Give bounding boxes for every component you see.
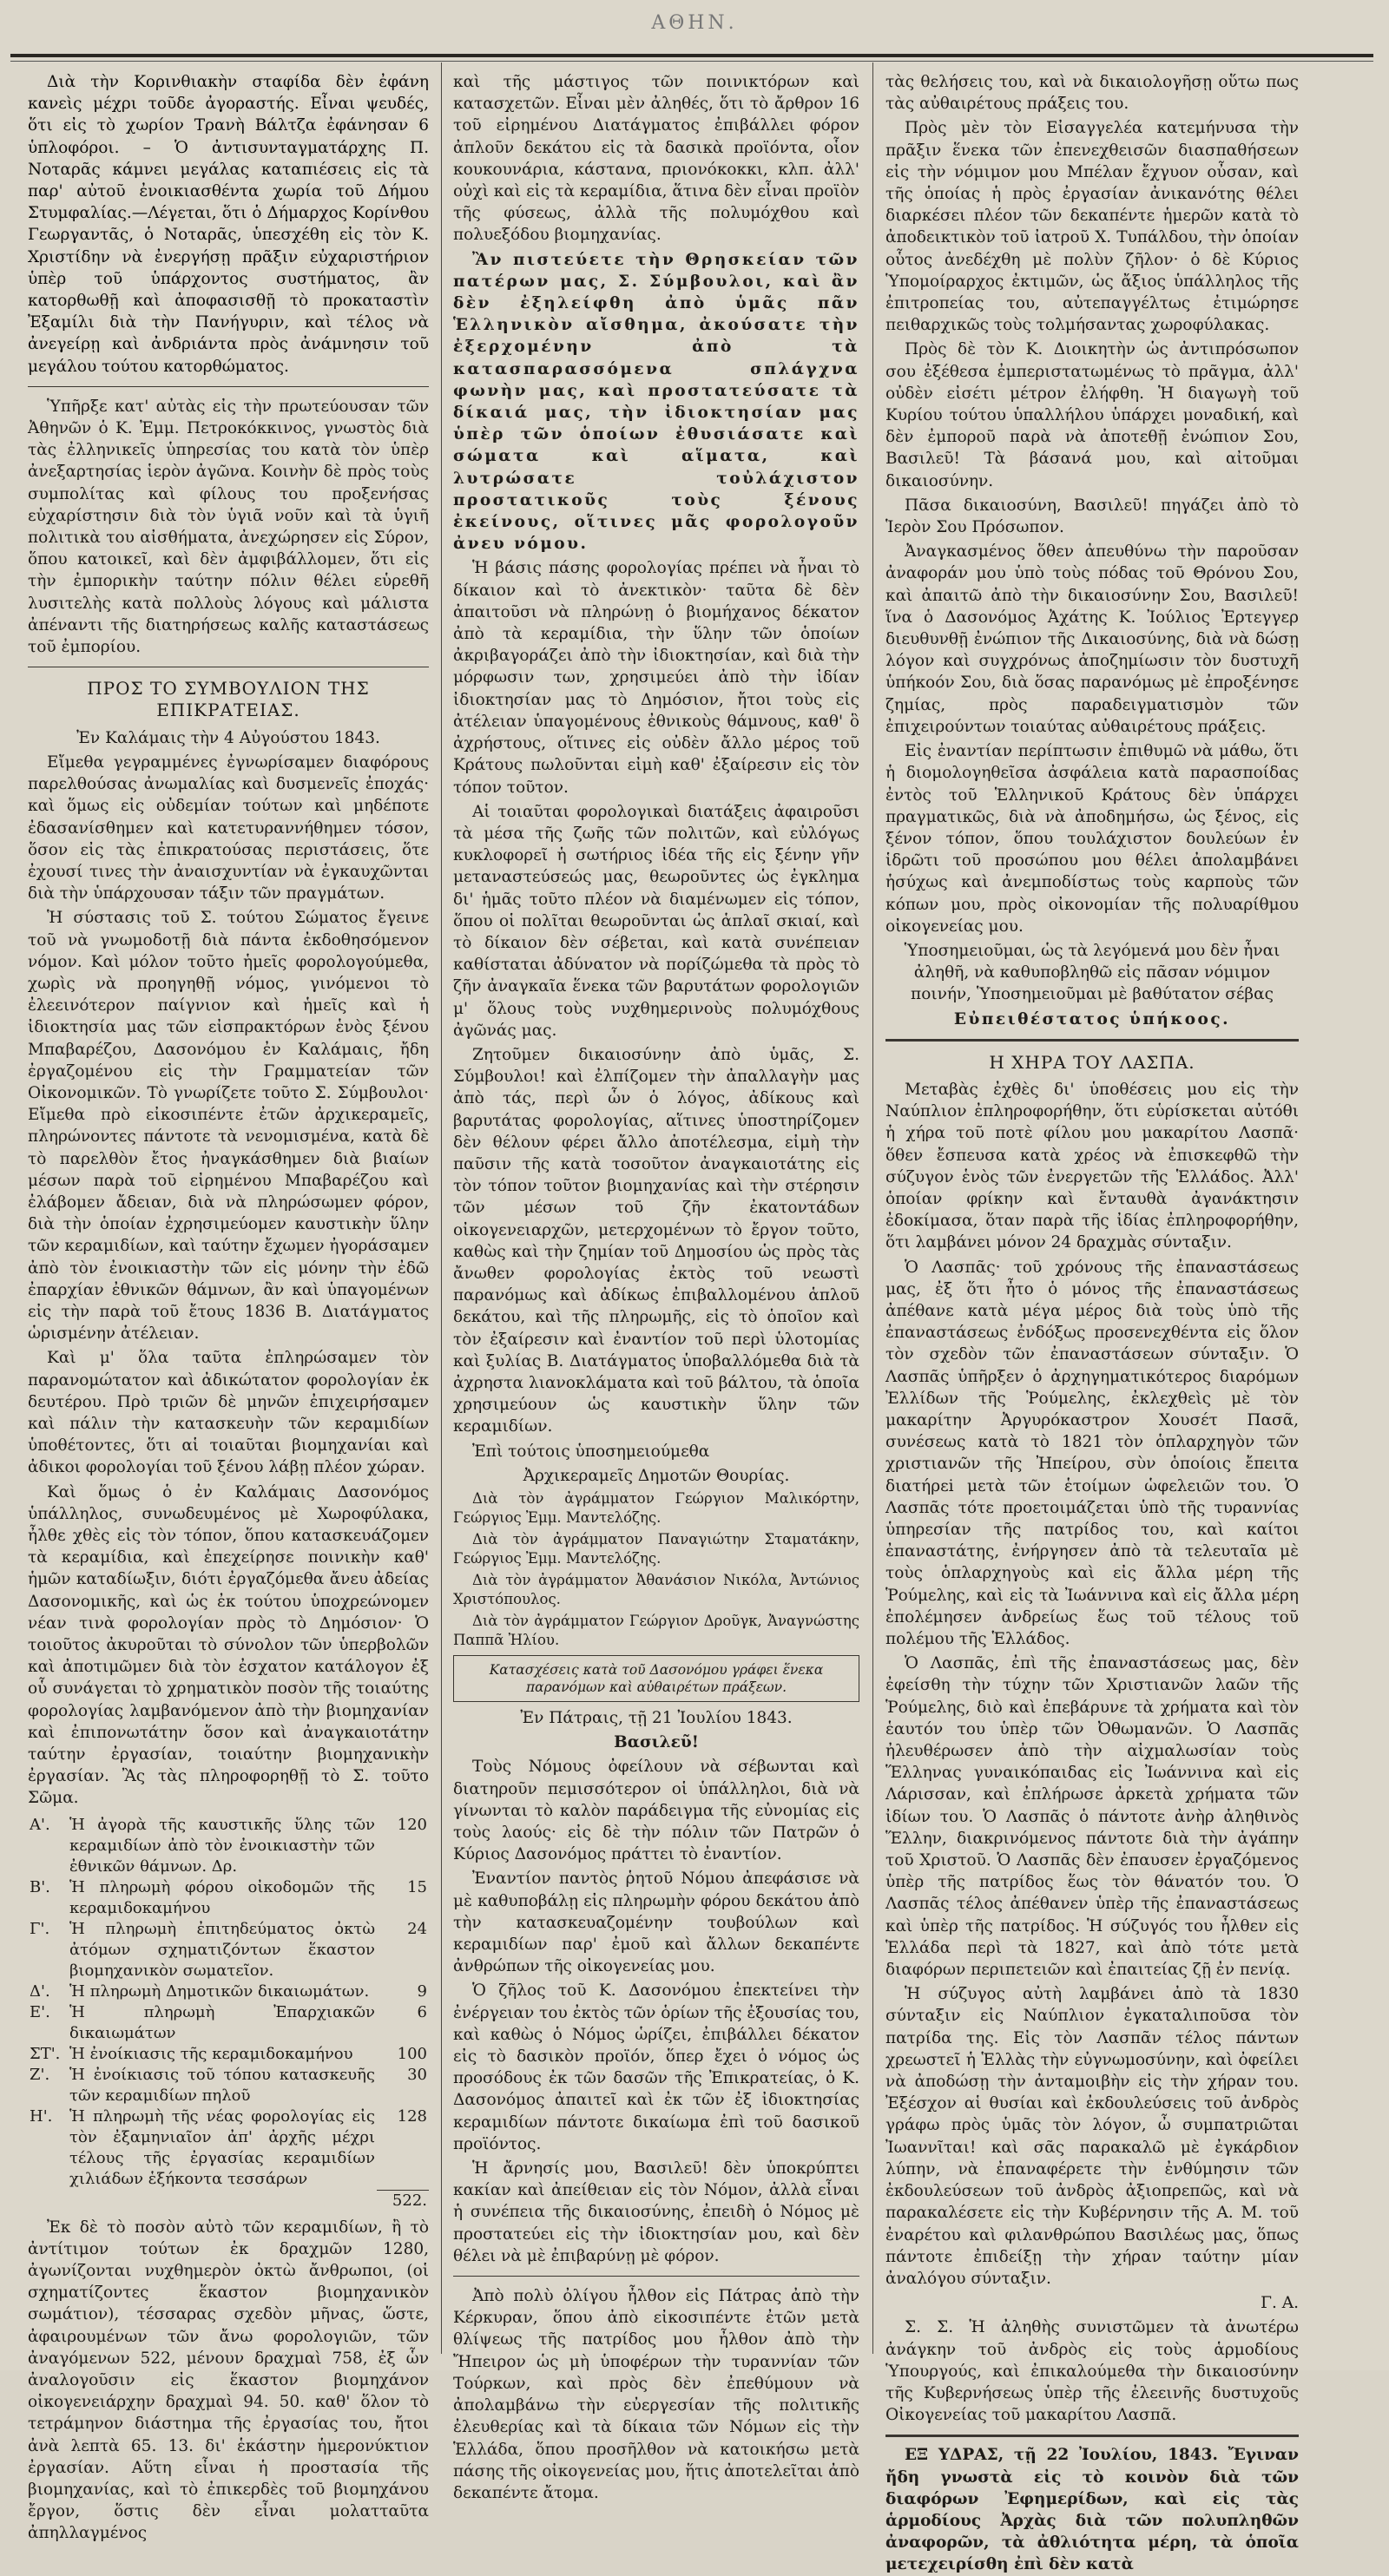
col3-paragraph-3: Ἀναγκασμένος ὅθεν ἀπευθύνω τὴν παροῦσαν ἀναφοράν μου ὑπὸ τοὺς πόδας τοῦ Θρόνου Σου, καὶ ἀπαιτῶ ἀπὸ τὴν δικαιοσύνην Σου, Βασιλεῦ! ἵνα ὁ Δασονόμος Ἀχάτης Κ. Ἰούλιος Ἐρτεγγερ διευθυνθῇ ἐνώπιον τῆς Δικαιοσύνης, διὰ νὰ δώσῃ λόγον καὶ συγχρόνως ἀποζημίωσιν τὸν δυστυχῆ ὑπήκοόν Σου, διὰ ὅσας παρανόμως μὲ ἐπροξένησε ζημίας, πρὸς παραδειγματισμὸν τῶν ἐπιχειρούντων τοιαύτας αὐθαιρέτους πράξεις.: [885, 542, 1299, 736]
row-value: 15: [407, 1877, 427, 1896]
row-value: 100: [397, 2044, 427, 2063]
row-label: Ἡ πληρωμὴ τῆς νέας φορολογίας εἰς τὸν ἐξαμηνιαῖον ἀπ' ἀρχῆς μέχρι τέλους τῆς ἐργασίας κεραμιδίων χιλιάδων ἑξήκοντα τεσσάρων: [69, 2106, 375, 2188]
top-rule-thin: [10, 61, 1373, 62]
col3-closing-signoff-2: Εὐπειθέστατος ὑπήκοος.: [953, 1009, 1231, 1028]
column-1: [28, 71, 429, 2543]
patras-paragraph-2: Ἐναντίον παντὸς ῥητοῦ Νόμου ἀπεφάσισε νὰ μὲ καθυποβάλῃ εἰς πληρωμὴν φόρου δεκάτου ἀπὸ τὴν κατασκευαζομένην τουβούλων καὶ κεραμιδίων παρ' ἐμοῦ καὶ ἄλλων δεκαπέντε ἀνθρώπων τῆς οἰκογενείας μου.: [453, 1870, 859, 1976]
row-label: Ἡ πληρωμὴ Ἐπαρχιακῶν δικαιωμάτων: [69, 2002, 375, 2042]
signature-line-1: Διὰ τὸν ἀγράμματον Γεώργιον Μαλικόρτην, Γεώργιος Ἐμμ. Μαντελόζης.: [453, 1490, 859, 1526]
row-value: 24: [407, 1919, 427, 1938]
revenue-table: [28, 1815, 429, 2211]
row-value: 120: [397, 1815, 427, 1834]
row-key: Ζ'.: [30, 2065, 50, 2084]
row-key: Β'.: [30, 1877, 50, 1896]
patras-paragraph-4: Ἡ ἄρνησίς μου, Βασιλεῦ! δὲν ὑποκρύπτει κακίαν καὶ ἀπείθειαν εἰς τὸν Νόμον, ἀλλὰ εἶναι ἡ συνέπεια τῆς δικαιοσύνης, ἐπειδὴ ὁ Νόμος μὲ προστατεύει εἰς τὴν ἰδιοκτησίαν μου, καὶ δὲν θέλει νὰ μὲ ἐπιβαρύνῃ μὲ φόρον.: [453, 2159, 859, 2265]
col2-paragraph-4: Ζητοῦμεν δικαιοσύνην ἀπὸ ὑμᾶς, Σ. Σύμβουλοι! καὶ ἐλπίζομεν τὴν ἀπαλλαγὴν μας ἀπὸ τάς, περὶ ὧν ὁ λόγος, ἀδίκους καὶ βαρυτάτας φορολογίας, αἵτινες ὑποστηρίζομεν δὲν θέλουν φέρει ἄλλο ἀποτέλεσμα, εἰμὴ τὴν παῦσιν τῆς κατὰ τοσοῦτον ἀναγκαιοτάτης εἰς τὸν τόπον τοῦτον βιομηχανίας καὶ τὴν στέρησιν τῶν μέσων τοῦ ζῆν ἐκατοντάδων οἰκογενειαρχῶν, μετερχομένων τὸ ἔργον τοῦτο, καθὼς καὶ τὴν ζημίαν τοῦ Δημοσίου ὡς πρὸς τὰς ἄνωθεν φορολογίας ἐκτὸς τοῦ νεωστὶ παρανόμως καὶ ἀδίκως ἐπιβαλλομένου ἁπλοῦ δεκάτου, καὶ τῆς πληρωμῆς, εἰς τὸ ὁποῖον καὶ τὸν ἐξαίρεσιν καὶ ἐναντίον τοῦ περὶ ὑλοτομίας καὶ ξυλίας Β. Διατάγματος ὑποβαλλόμεθα διὰ τὰ ἀχρηστα λιανοκλάματα καὶ τοῦ βάλτου, τὰ ὁποῖα χρησιμεύουν ὡς καυστικὴν ὕλην τῶν κεραμιδίων.: [453, 1045, 859, 1436]
row-key: Η'.: [30, 2106, 53, 2126]
signature-line-2: Διὰ τὸν ἀγράμματον Παναγιώτην Σταματάκην, Γεώργιος Ἐμμ. Μαντελόζης.: [453, 1531, 859, 1567]
column-3: [885, 71, 1299, 2574]
col2-paragraph-2: Ἡ βάσις πάσης φορολογίας πρέπει νὰ ἦναι τὸ δίκαιον καὶ τὸ ἀνεκτικὸν· ταῦτα δὲ δὲν ἀπαιτοῦσι νὰ πληρώνῃ ὁ βιομήχανος δέκατον ἀπὸ τὰ κεραμίδια, τὴν ὕλην τῶν ὁποίων ἀκριβαγοράζει ἀπὸ τὴν ἰδιοκτησίαν, καὶ διὰ τὴν μόρφωσιν των, χρησιμεύει ἀπὸ τὴν ἰδίαν ἰδιοκτησίαν μας τὸ Δημόσιον, ἤτοι τοὺς εἰς ἀτέλειαν ὑπαγομένους ἐθνικοὺς θάμνους, καθ' ὃ ἀχρήστους, οἵτινες εἰς οὐδὲν ἄλλο μέρος τοῦ Κράτους πωλοῦνται εἰμὴ καθ' ἐξαίρεσιν εἰς τὸν τόπον τοῦτον.: [453, 559, 859, 797]
top-rule: [10, 54, 1373, 57]
ydra-dateline-paragraph: ΕΞ ΥΔΡΑΣ, τῇ 22 Ἰουλίου, 1843. Ἔγιναν ἤδη γνωστὰ εἰς τὸ κοινὸν διὰ τῶν διαφόρων Ἐφημερίδων, καὶ εἰς τὰς ἁρμοδίους Ἀρχὰς διὰ τῶν πολυπληθῶν ἀναφορῶν, τὰ ἀθλιότητα μέρη, τὰ ὁποῖα μετεχειρίσθη ἐπὶ δὲν κατὰ: [885, 2446, 1299, 2574]
col3-paragraph-1: Πρὸς μὲν τὸν Εἰσαγγελέα κατεμήνυσα τὴν πρᾶξιν ἕνεκα τῶν ἐπενεχθεισῶν διασπαθήσεων εἰς τὴν νόμιμον μου Μπέλαν ἔχγυον οὖσαν, καὶ τῆς ὁποίας ἡ πρὸς ἐργασίαν ἀνικανότης θέλει διαρκέσει πλέον τῶν δεκαπέντε ἡμερῶν κατὰ τὸ ἀποδεικτικὸν τοῦ ἰατροῦ Χ. Τυπάλδου, τὴν ὁποίαν οὗτος ἀνεδέχθη μὲ πολὺν ζῆλον· ὁ δὲ Κύριος Ὑπομοίραρχος ἐκτιμῶν, ὡς ἄξιος ὑπάλληλος τῆς ἐπιτροπείας του, αὐτεπαγγέλτως ἐτιμώρησε πειθαρχικῶς τοὺς τολμήσαντας χωροφύλακας.: [885, 119, 1299, 335]
petition-box: [453, 1655, 859, 1702]
row-key: Δ'.: [30, 1981, 50, 2001]
council-paragraph-4: Καὶ ὅμως ὁ ἐν Καλάμαις Δασονόμος ὑπάλληλος, συνωδευμένος μὲ Χωροφύλακα, ἦλθε χθὲς εἰς τὸν τόπον, ὅπου κατασκευάζομεν τὰ κεραμίδια, καὶ ἐπεχείρησε ποινικὴν καθ' ἡμῶν καταδίωξιν, διότι ἐργαζόμεθα ἄνευ ἀδείας Δασονομικῆς, καὶ ὡς ἐκ τούτου ὑποχρεώνομεν νέαν τινὰ φορολογίαν πρὸς τὸ Δημόσιον· Ὁ τοιοῦτος ἀκυροῦται τὸ σύνολον τῶν ὑπερβολῶν καὶ ἀποτιμῶμεν διὰ τὸν ἐσχατον κατάλογον ἐξ οὗ συνάγεται τὸ χρηματικὸν ποσὸν τῆς τοιαύτης φορολογίας λαμβανόμενον ἀπὸ τὴν βιομηχανίαν καὶ ἐπιπονωτάτην ὅσον καὶ ἀναγκαιοτάτην ταύτην ἐργασίαν, τοιαύτην βιομηχανικὴν ἐργασίαν. Ἂς τὰς πληροφορηθῇ τὸ Σ. τοῦτο Σῶμα.: [28, 1482, 429, 1808]
row-label: Ἡ ἀγορὰ τῆς καυστικῆς ὕλης τῶν κεραμιδίων ἀπὸ τὸν ἐνοικιαστὴν τῶν ἐθνικῶν θάμνων. Δρ.: [69, 1815, 375, 1876]
col3-paragraph-2: Πρὸς δὲ τὸν Κ. Διοικητὴν ὡς ἀντιπρόσωπον σου ἐξέθεσα ἐμπεριστατωμένως τὸ πρᾶγμα, ἀλλ' οὐδὲν εἰσέτι μέτρον ἐλήφθη. Ἡ διαγωγὴ τοῦ Κυρίου τούτου ὑπαλλήλου ὑπάρχει μοναδική, καὶ δὲν ἐμποροῦ παρὰ νὰ ἀποτεθῇ ἐνώπιον Σου, Βασιλεῦ! Τὰ βάσανά μου, καὶ αἰτοῦμαι δικαιοσύνην.: [885, 340, 1299, 490]
petition-box-title: Κατασχέσεις κατὰ τοῦ Δασονόμου γράφει ἕνεκα παρανόμων καὶ αὐθαιρέτων πράξεων.: [489, 1662, 824, 1695]
col2-paragraph-5: Ἐπὶ τούτοις ὑποσημειούμεθα: [472, 1442, 710, 1461]
patras-dateline: Ἐν Πάτραις, τῇ 21 Ἰουλίου 1843.: [520, 1709, 793, 1727]
row-key: Γ'.: [30, 1919, 50, 1938]
council-heading: ΠΡΟΣ ΤΟ ΣΥΜΒΟΥΛΙΟΝ ΤΗΣ ΕΠΙΚΡΑΤΕΙΑΣ.: [87, 678, 370, 721]
patras-salutation: Βασιλεῦ!: [614, 1733, 699, 1752]
patras-paragraph-3: Ὁ ζῆλος τοῦ Κ. Δασονόμου ἐπεκτείνει τὴν ἐνέργειαν του ἐκτὸς τῶν ὁρίων τῆς ἐξουσίας του, καὶ καθὼς ὁ Νόμος ὡρίζει, ἐπιβάλλει δέκατον εἰς τὸ δασικὸν προϊόν, ὅπερ ἔχει ὁ νόμος ὡς προσόδους ἐκ τῶν δασῶν τῆς Ἐπικρατείας, ὁ Κ. Δασονόμος ἀπαιτεῖ καὶ ἐκ τῶν ἐξ ἰδιοκτησίας κεραμιδίων πάντοτε δικαίωμα ἐπὶ τοῦ δασικοῦ προϊόντος.: [453, 1981, 859, 2153]
table-row: [28, 2044, 429, 2065]
table-row: [28, 1815, 429, 1877]
row-value: 6: [417, 2002, 427, 2021]
table-row: [28, 1919, 429, 1981]
col3-continuation: τὰς θελήσεις του, καὶ νὰ δικαιολογῆσῃ οὕτω πως τὰς αὐθαιρέτους πράξεις του.: [885, 73, 1299, 114]
row-label: Ἡ ἐνοίκιασις τῆς κεραμιδοκαμήνου: [69, 2044, 353, 2063]
table-row: [28, 1981, 429, 2002]
widow-signature: Γ. Α.: [1261, 2294, 1299, 2313]
col3-paragraph-4: Εἰς ἐναντίαν περίπτωσιν ἐπιθυμῶ νὰ μάθω, ὅτι ἡ διομολογηθεῖσα ἀσφάλεια κατὰ παρασποίδας ἐντὸς τοῦ Ἑλληνικοῦ Κράτους δὲν ὑπάρχει πραγματικῶς, διὰ νὰ ἀποδημήσω, ὡς ξένος, εἰς ξένον τόπον, ὅπου τουλάχιστον δουλεύων ἐν ἱδρῶτι τοῦ προσώπου μου θέλει ἀπολαμβάνει ἡσύχως καὶ ἀνεμποδίστως τοὺς καρποὺς τῶν κόπων μου, πρὸς οἰκονομίαν τῆς πολυαρίθμου οἰκογενείας μου.: [885, 742, 1299, 936]
col2-paragraph-3: Αἱ τοιαῦται φορολογικαὶ διατάξεις ἀφαιροῦσι τὰ μέσα τῆς ζωῆς τῶν πολιτῶν, καὶ εὐλόγως κυκλοφορεῖ ἡ σωτήριος ἰδέα τῆς εἰς ξένην γῆν μεταναστεύσεώς μας, θεωροῦντες ὡς ἐγκλημα δι' ἡμᾶς τοῦτο πλέον νὰ διαμένωμεν εἰς τόπον, ὅπου οἱ πολῖται θεωροῦνται ὡς ἁπλαῖ σκιαί, καὶ τὸ δίκαιον δὲν σέβεται, καὶ κατὰ συνέπειαν καθίσταται ἀδύνατον νὰ πορίζώμεθα τὰ πρὸς τὸ ζῆν ἀναγκαῖα ἕνεκα τῶν βαρυτάτων φορολογιῶν μ' ὅλους τοὺς νυχθημερινοὺς πολυμόχθους ἀγῶνάς μας.: [453, 802, 859, 1040]
council-paragraph-1: Εἴμεθα γεγραμμένες ἐγνωρίσαμεν διαφόρους παρελθούσας ἀνωμαλίας καὶ δυσμενεῖς ἐποχάς· καὶ ὅμως εἰς οὐδεμίαν τούτων καὶ μηδέποτε ἐδασανίσθημεν καὶ κατετυραννήθημεν τόσον, ὅσον εἰς τὰς ἐπικρατούσας περιστάσεις, ὅτε ἐχουσί τινες τὴν ἀναισχυντίαν νὰ ἐγκαυχῶνται διὰ τὴν ὑπάρχουσαν τάξιν τῶν πραγμάτων.: [28, 752, 429, 904]
table-row: [28, 2106, 429, 2190]
signature-line-3: Διὰ τὸν ἀγράμματον Ἀθανάσιον Νικόλα, Ἀντώνιος Χριστόπουλος.: [453, 1572, 859, 1607]
patras-paragraph-1: Τοὺς Νόμους ὀφείλουν νὰ σέβωνται καὶ διατηροῦν πεμισσότερον οἱ ὑπάλληλοι, διὰ νὰ γίνωνται τὸ καλὸν παράδειγμα τῆς εὐνομίας εἰς τοὺς λαούς· εἰς δὲ τὴν πόλιν τῶν Πατρῶν ὁ Κύριος Δασονόμος πράττει τὸ ἐναντίον.: [453, 1758, 859, 1864]
widow-paragraph-3: Ὁ Λασπᾶς, ἐπὶ τῆς ἐπαναστάσεως μας, δὲν ἐφείσθη τὴν τύχην τῶν Χριστιανῶν λαῶν τῆς Ῥούμελης, διὸ καὶ ἐπεβάρυνε τὰ χρήματα καὶ τὸν ἑαυτόν του ὑπὲρ τῶν Ὀθωμανῶν. Ὁ Λασπᾶς ἠλευθέρωσεν ἀπὸ τὴν αἰχμαλωσίαν τοὺς Ἕλληνας γυναικόπαιδας εἰς Ἰωάννινα καὶ εἰς Λάρισσαν, καὶ ἐπλήρωσε ἀρκετὰ χρήματα τῶν ἰδίων του. Ὁ Λασπᾶς ὁ πάντοτε ἀνὴρ ἀληθινὸς Ἕλλην, διακρινόμενος πάντοτε διὰ τὴν ἀγάπην τοῦ Χριστοῦ. Ὁ Λασπᾶς δὲν ἐπαυσεν ἐργαζόμενος ὑπὲρ τῆς πατρίδος ἕως τὸν θάνατόν του. Ὁ Λασπᾶς τέλος ἀπέθανεν ὑπὲρ τῆς ἐπαναστάσεως καὶ ὑπὲρ τῆς πατρίδος. Ἡ σύζυγός του ἦλθεν εἰς Ἑλλάδα περὶ τὰ 1827, καὶ ἀπὸ τότε μετὰ διαφόρων περιπετειῶν καὶ ἐπαιτείας ζῇ ἐν πενίᾳ.: [885, 1654, 1299, 1980]
council-paragraph-2: Ἡ σύστασις τοῦ Σ. τούτου Σώματος ἔγεινε τοῦ νὰ γνωμοδοτῇ διὰ πάντα ἐκδοθησόμενον νόμον. Καὶ μόλον τοῦτο ἡμεῖς φορολογούμεθα, χωρὶς νὰ προηγηθῇ νόμος, γινόμενοι τὸ ἐλεεινότερον παίγνιον καὶ ἡμεῖς καὶ ἡ ἰδιοκτησία μας τῶν εἰσπρακτόρων ἑνὸς ξένου Μπαβαρέζου, Δασονόμου ἐν Καλάμαις, ἤδη ἐργαζομένου εἰς τὴν Γραμματείαν τῶν Οἰκονομικῶν. Τὸ γνωρίζετε τοῦτο Σ. Σύμβουλοι· Εἴμεθα πρὸ εἰκοσιπέντε ἐτῶν ἀρχικεραμεῖς, πληρώνοντες πάντοτε τὰ νενομισμένα, κατὰ δὲ τὸ παρελθὸν ἔτος ἠναγκάσθημεν διὰ βιαίων μέσων παρὰ τοῦ εἰρημένου Μπαβαρέζου καὶ ἐλάβομεν ἄδειαν, διὰ νὰ πληρώσωμεν φόρον, διὰ τὴν ὁποίαν ἐχρησιμεύομεν καυστικὴν ὕλην τῶν κεραμιδίων, καὶ ταύτην ἔχωμεν ἠγοράσαμεν ἀπὸ τὸν ἐνοικιαστὴν τῶν εἰς μόνην τὴν ἐδῶ ἐπαρχίαν ἐθνικῶν θάμνων, ἂν καὶ ὑπαγομένων εἰς τὴν παρὰ τοῦ ἔτους 1836 Β. Διατάγματος ὡρισμένην ἀτέλειαν.: [28, 909, 429, 1344]
council-dateline: Ἐν Καλάμαις τὴν 4 Αὐγούστου 1843.: [76, 728, 380, 747]
row-key: Α'.: [30, 1815, 50, 1834]
row-value: 9: [417, 1981, 427, 2001]
row-value: 30: [407, 2065, 427, 2084]
divider: [885, 2435, 1299, 2437]
row-label: Ἡ πληρωμὴ ἐπιτηδεύματος ὀκτὼ ἀτόμων σχηματιζόντων ἕκαστον βιομηχανικὸν σωματεῖον.: [69, 1919, 375, 1980]
table-row: [28, 2002, 429, 2044]
table-total: 522.: [377, 2190, 429, 2211]
col1-opening-paragraph: Διὰ τὴν Κορινθιακὴν σταφίδα δὲν ἐφάνη κανεὶς μέχρι τοῦδε ἀγοραστής. Εἶναι ψευδές, ὅτι εἰς τὸ χωρίον Τρανὴ Βάλτζα ἐφάνησαν 6 ὑπλοφόροι. – Ὁ ἀντισυνταγματάρχης Π. Νοταρᾶς κάμνει μεγάλας καταπιέσεις εἰς τὰ παρ' αὐτοῦ ἐνοικιασθέντα χωρία τοῦ Δήμου Στυμφαλίας.—Λέγεται, ὅτι ὁ Δήμαρχος Κορίνθου Γεωργαντᾶς, ὁ Νοταρᾶς, ὑπεσχέθη εἰς τὸν Κ. Χριστίδην νὰ ἐνεργήσῃ πρᾶξιν εὐχαριστήριον ὑπὲρ τοῦ ὑπάρχοντος συστήματος, ἂν κατορθωθῇ καὶ ἀποφασισθῇ τὸ προκαταστὶν Ἐξαμίλι διὰ τὴν Πανήγυριν, καὶ τέλος νὰ ἀνεγείρῃ καὶ ἀνδριάντα πρὸς ἀνάμνησιν τοῦ μεγάλου τούτου κατορθώματος.: [28, 73, 429, 376]
row-label: Ἡ πληρωμὴ φόρου οἰκοδομῶν τῆς κεραμιδοκαμήνου: [69, 1877, 375, 1917]
widow-paragraph-4: Ἡ σύζυγος αὐτὴ λαμβάνει ἀπὸ τὰ 1830 σύνταξιν εἰς Ναύπλιον ἐγκαταλιποῦσα τὸν πατρίδα της. Εἰς τὸν Λασπᾶν τέλος πάντων χρεωστεῖ ἡ Ἑλλὰς τὴν εὐγνωμοσύνην, καὶ ὀφείλει νὰ ἀποδώσῃ τὴν ἀνταμοιβὴν εἰς τὴν χήραν του. Ἐξέσχον αἱ θυσίαι καὶ ἐκδουλεύσεις τοῦ ἀνδρὸς γράφω πρὸς ὑμᾶς τὸν λόγον, ὦ συμπατριῶται Ἰωαννῖται! καὶ σᾶς παρακαλῶ μὲ ἐγκάρδιον λύπην, νὰ ἐπαναφέρετε τὴν ἐνθύμησιν τῶν ἐκδουλεύσεων τοῦ ἀνδρὸς ἀξιοπρεπῶς, καὶ νὰ παρακαλέσετε εἰς τὴν Κυβέρνησιν τῆς Α. Μ. τοῦ ἐναρέτου καὶ φιλανθρώπου Βασιλέως μας, ὅπως πάντοτε ἐπιδείξῃ τὴν χήραν ταύτην μίαν ἀναλόγου σύνταξιν.: [885, 1985, 1299, 2288]
signature-block-title: Ἀρχικεραμεῖς Δημοτῶν Θουρίας.: [523, 1466, 790, 1485]
divider: [453, 2276, 859, 2277]
widow-heading: Η ΧΗΡΑ ΤΟΥ ΛΑΣΠΑ.: [989, 1051, 1195, 1073]
column-divider-1: [441, 62, 442, 2354]
row-key: ΣΤ'.: [30, 2044, 61, 2063]
signature-line-4: Διὰ τὸν ἀγράμματον Γεώργιον Δροῦγκ, Ἀναγνώστης Παππᾶ Ἠλίου.: [453, 1613, 859, 1648]
table-row: [28, 1877, 429, 1919]
council-paragraph-3: Καὶ μ' ὅλα ταῦτα ἐπληρώσαμεν τὸν παρανομώτατον καὶ ἀδικώτατον φορολογίαν ἐκ δευτέρου. Πρὸ τριῶν δὲ μηνῶν ἐπιχειρήσαμεν καὶ πάλιν τὴν κατασκευὴν τῶν κεραμιδίων ὑποθέτοντες, ὅτι αἱ τοιαῦται βιομηχανίαι καὶ ἀδικοι φορολογίαι τοῦ ξένου λάβῃ πλέον χώραν.: [28, 1349, 429, 1477]
col3-justice-line: Πᾶσα δικαιοσύνη, Βασιλεῦ! πηγάζει ἀπὸ τὸ Ἱερὸν Σου Πρόσωπον.: [885, 496, 1299, 537]
page-folio: ΑΘΗΝ.: [651, 12, 738, 34]
widow-paragraph-1: Μεταβὰς ἐχθὲς δι' ὑποθέσεις μου εἰς τὴν Ναύπλιον ἐπληροφορήθην, ὅτι εὑρίσκεται αὐτόθι ἡ χήρα τοῦ ποτὲ φίλου μου μακαρίτου Λασπᾶ· ὅθεν ἔσπευσα κατὰ χρέος νὰ ἐπισκεφθῶ τὴν σύζυγον ἑνὸς τῶν ἐνεργετῶν τῆς Ἑλλάδος. Ἀλλ' ὁποίαν φρίκην καὶ ἔνταυθὰ ἀγανάκτησιν ἐδοκίμασα, ὅταν παρὰ τῆς ἰδίας ἐπληροφορήθην, ὅτι λαμβάνει μόνον 24 δραχμὰς σύνταξιν.: [885, 1080, 1299, 1252]
row-key: Ε'.: [30, 2002, 50, 2021]
col3-closing-signoff: Ὑποσημειοῦμαι, ὡς τὰ λεγόμενά μου δὲν ἦναι ἀληθῆ, νὰ καθυποβληθῶ εἰς πᾶσαν νόμιμον ποινήν, Ὑποσημειοῦμαι μὲ βαθύτατον σέβας: [904, 941, 1280, 1004]
col1-athens-notice: Ὑπῆρξε κατ' αὐτὰς εἰς τὴν πρωτεύουσαν τῶν Ἀθηνῶν ὁ Κ. Ἐμμ. Πετροκόκκινος, γνωστὸς διὰ τὰς ἐλληνικεῖς ὑπηρεσίας του κατὰ τὸν ὑπὲρ ἀνεξαρτησίας ἱερὸν ἀγῶνα. Κοινὴν δὲ πρὸς τοὺς συμπολίτας καὶ φίλους του προξενήσας εὐχαρίστησιν διὰ τὸν ὑγιᾶ νοῦν καὶ τὰ ὑγιῆ πολιτικὰ του αἰσθήματα, ἀνεχώρησεν εἰς Σύρον, ὅπου κατοικεῖ, καὶ δὲν ἀμφιβάλλομεν, ὅτι εἰς τὴν ἐμπορικὴν ταύτην πόλιν θέλει εὑρεθῆ λυσιτελὴς κατὰ πολλοὺς λόγους καὶ μάλιστα ἀπέναντι τῆς διατηρήσεως καλῆς καταστάσεως τοῦ ἐμπορίου.: [28, 397, 429, 657]
widow-footnote: Σ. Σ. Ἡ ἀληθὴς συνιστῶμεν τὰ ἀνωτέρω ἀνάγκην τοῦ ἀνδρὸς εἰς τοὺς ἁρμοδίους Ὑπουργούς, καὶ ἐπικαλούμεθα τὴν δικαιοσύνην τῆς Κυβερνήσεως ὑπὲρ τῆς ἐλεεινῆς δυστυχοῦς Οἰκογενείας τοῦ μακαρίτου Λασπᾶ.: [885, 2318, 1299, 2425]
patras-paragraph-5: Ἀπὸ πολὺ ὀλίγου ἦλθον εἰς Πάτρας ἀπὸ τὴν Κέρκυραν, ὅπου ἀπὸ εἰκοσιπέντε ἐτῶν μετὰ θλίψεως τῆς πατρίδος μου ἦλθον ἀπὸ τὴν Ἤπειρον ὡς μὴ ὑποφέρων τὴν τυραννίαν τῶν Τούρκων, καὶ πρὸς δὲν ἐπεθύμουν νὰ ἀπολαμβάνω τὴν εὐεργεσίαν τῆς πολιτικῆς ἐλευθερίας καὶ τὰ δίκαια τῶν Νόμων εἰς τὴν Ἑλλάδα, ὅπου προσῆλθον νὰ κατοικήσω μετὰ πάσης τῆς οἰκογενείας μου, ἥτις ἀποτελεῖται ἀπὸ δεκαπέντε ἄτομα.: [453, 2287, 859, 2502]
row-label: Ἡ ἐνοίκιασις τοῦ τόπου κατασκευῆς τῶν κεραμιδίων πηλοῦ: [69, 2065, 375, 2105]
row-value: 128: [397, 2106, 427, 2126]
divider: [885, 1039, 1299, 1042]
divider: [28, 386, 429, 387]
widow-paragraph-2: Ὁ Λασπᾶς· τοῦ χρόνους τῆς ἐπαναστάσεως μας, ἐξ ὅτι ἦτο ὁ μόνος τῆς ἐπαναστάσεως ἀπέθανε κατὰ μέγα μέρος διὰ τοὺς ὑπὸ τῆς ἐπαναστάσεως ἐνδόξως προσενεχθέντα εἰς ὅλον τὸν σχεδὸν τῶν ἐπαναστάσεων σύνταξιν. Ὁ Λασπᾶς ὑπῆρξεν ὁ ἀρχηγηματικότερος διαρόμων Ἐλλίδων τῆς Ῥούμελης, ἐκλεχθεὶς μὲ τὸν μακαρίτην Ἀργυρόκαστρον Χουσέτ Πασᾶ, συνέσεως κατὰ τὸ 1821 τὸν ὁπλαρχηγὸν τῶν χριστιανῶν τῆς Ἠπείρου, σὺν ὁποίοις ἔπειτα διατήρεi μετὰ τῶν ἑτοίμων ὡφελειῶν του. Ὁ Λασπᾶς τότε προετοιμάζεται ὑπὸ τῆς τυραννίας ὑπηρεσίαν τῆς πατρίδος του, καὶ καίτοι ἐπαναστάτης, ἐνήργησεν ἀπὸ τὰ τελευταῖα μὲ τοὺς ὁπλαρχηγοὺς καὶ εἰς ἄλλα μέρη τῆς Ῥούμελης, καὶ εἰς τὰ Ἰωάννινα καὶ εἰς ἄλλα μέρη ἐπολέμησεν ἀνδρείως ἕως τοῦ τέλους τοῦ πολέμου τῆς Ἑλλάδος.: [885, 1258, 1299, 1649]
row-label: Ἡ πληρωμὴ Δημοτικῶν δικαιωμάτων.: [69, 1981, 370, 2001]
table-row: [28, 2065, 429, 2106]
col1-closing-paragraph: Ἐκ δὲ τὸ ποσὸν αὐτὸ τῶν κεραμιδίων, ἢ τὸ ἀντίτιμον τούτων ἐκ δραχμῶν 1280, ἀγωνίζονται νυχθημερὸν ὀκτὼ ἄνθρωποι, (οἱ σχηματίζοντες ἕκαστον βιομηχανικὸν σωμάτιον), τέσσαρας σχεδὸν μῆνας, ὥστε, ἀφαιρουμένων τῶν ἄνω φορολογιῶν, τῶν ἀναγόμενων 522, μένουν δραχμαὶ 758, ἐξ ὧν ἀναλογοῦσιν εἰς ἕκαστον βιομηχάνον οἰκογενειάρχην δραχμαὶ 94. 50. καθ' ὅλον τὸ τετράμηνον διάστημα τῆς ἐργασίας του, ἤτοι ἀνὰ λεπτὰ 65. 13. δι' ἑκάστην ἡμερονύκτιον ἐργασίαν. Αὕτη εἶναι ἡ προστασία τῆς βιομηχανίας, καὶ τὸ ἐπικερδὲς τοῦ βιομηχάνου ἔργον, ὅστις δὲν εἶναι μολατταῦτα ἀπηλλαγμένος: [28, 2218, 429, 2543]
column-2: [453, 71, 859, 2502]
column-divider-2: [872, 62, 873, 2354]
col2-continuation: καὶ τῆς μάστιγος τῶν ποινικτόρων καὶ κατασχετῶν. Εἶναι μὲν ἀληθές, ὅτι τὸ ἄρθρον 16 τοῦ εἰρημένου Διατάγματος ἐπιβάλλει φόρον ἀπλοῦν δεκάτου εἰς τὰ δασικὰ προϊόντα, οἷον κουκουνάρια, κάστανα, πριονόκοκκι, κλπ. ἀλλ' οὐχὶ καὶ εἰς τὰ κεραμίδια, ἅτινα δὲν εἶναι προϊὸν τῆς φύσεως, ἀλλὰ τῆς πολυμόχθου καὶ πολυεξόδου βιομηχανίας.: [453, 73, 859, 245]
col2-spaced-passage: Ἂν πιστεύετε τὴν Θρησκείαν τῶν πατέρων μας, Σ. Σύμβουλοι, καὶ ἂν δὲν ἐξηλείφθη ἀπὸ ὑμᾶς πᾶν Ἑλληνικὸν αἴσθημα, ἀκούσατε τὴν ἐξερχομένην ἀπὸ τὰ κατασπαρασσόμενα σπλάγχνα φωνὴν μας, καὶ προστατεύσατε τὰ δίκαιά μας, τὴν ἰδιοκτησίαν μας ὑπὲρ τῶν ὁποίων ἐθυσιάσατε καὶ σώματα καὶ αἵματα, καὶ λυτρώσατε τοὐλάχιστον προστατικοῦς τοὺς ξένους ἐκείνους, οἵτινες μᾶς φορολογοῦν ἀνευ νόμου.: [453, 250, 859, 554]
table-total-row: [28, 2190, 429, 2211]
